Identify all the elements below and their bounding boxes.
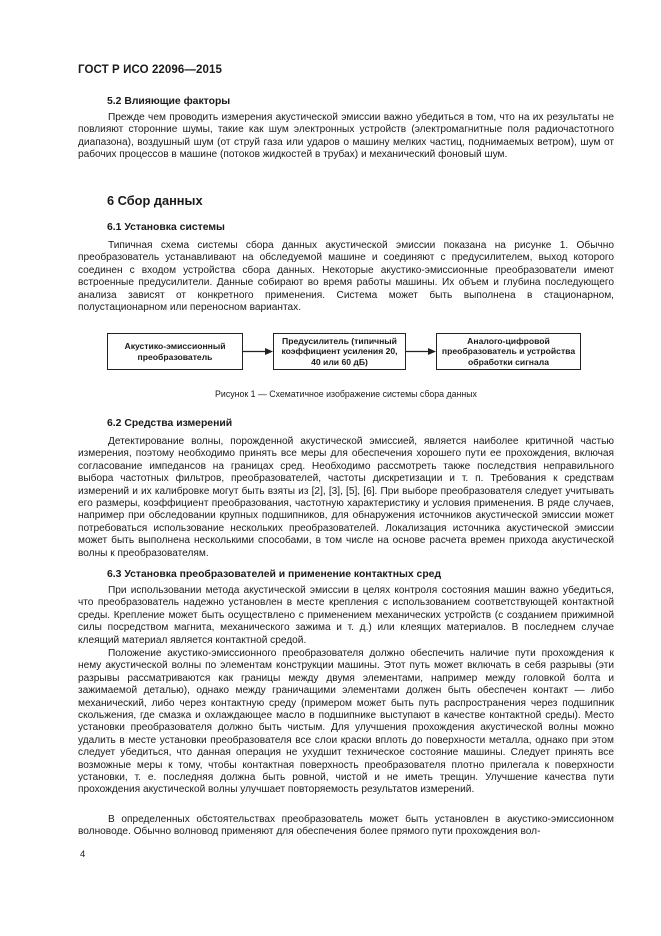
- section-6-3-text-2: Положение акустико-эмиссионного преобразователя должно обеспечить наличие пути прохождения к нему акустической волны по элементам конструкции машины. Этот путь может включать в себя разрывы (эти разрывы рассматриваются как границы между двумя элементами, например между головкой болта и зажимаемой деталью), однако между граничащими элементами должен быть обеспечен контакт — либо механический, либо через контактную среду (примером может быть путь распространения через подшипник скольжения, где смазка и охлаждающее масло в подшипнике выступают в качестве контактной среды). Место установки преобразователя должно быть чистым. Для улучшения прохождения акустической волны можно удалить в месте установки преобразователя все слои краски вплоть до поверхности металла, однако при этом следует убедиться, что данная операция не ухудшит техническое состояние машины. Следует принять все возможные меры к тому, чтобы контактная поверхность преобразователя плотно прилегала к поверхности установки, т. е. последняя должна быть ровной, чистой и не иметь трещин. Улучшение качества пути прохождения акустической волны улучшает повторяемость результатов измерений.: [78, 648, 614, 796]
- section-6-2-text: Детектирование волны, порожденной акустической эмиссией, является наиболее критичной частью измерения, поэтому необходимо принять все меры для обеспечения хорошего пути ее прохождения, включая согласование импедансов на границах сред. Необходимо рассмотреть также последствия неправильного выбора частотных фильтров, преобразователей, частоты дискретизации и т. п. Требования к средствам измерений и их калибровке могут быть взяты из [2], [3], [5], [6]. При выборе преобразователя следует учитывать его размеры, коэффициент преобразования, частотную характеристику и условия применения. В ряде случаев, например при обследовании крупных подшипников, для обнаружения источников акустической эмиссии может потребоваться использование нескольких преобразователей. Локализация источника акустической эмиссии может быть выполнена несколькими способами, в том числе на основе расчета времен прихода акустической волны к преобразователям.: [78, 436, 614, 559]
- section-6-3-text-3: В определенных обстоятельствах преобразователь может быть установлен в акустико-эмиссионном волноводе. Обычно волновод применяют для обеспечения более прямого пути прохождения вол-: [78, 814, 614, 838]
- diagram-box-preamplifier: Предусилитель (типичный коэффициент усиления 20, 40 или 60 дБ): [273, 333, 406, 370]
- section-5-2-text: Прежде чем проводить измерения акустической эмиссии важно убедиться в том, что на их результаты не повлияют сторонние шумы, такие как шум электронных устройств (электромагнитные поля радиочастотного диапазона), воздушный шум (от струй газа или ударов о машину мелких частиц, поднимаемых ветром), шум от рабочих процессов в машине (потоков жидкостей в трубах) и механический фоновый шум.: [78, 112, 614, 161]
- section-6-2-title: 6.2 Средства измерений: [107, 418, 233, 429]
- document-header: ГОСТ Р ИСО 22096—2015: [78, 64, 223, 76]
- diagram-box-transducer: Акустико-эмиссионный преобразователь: [107, 333, 243, 370]
- figure-1-caption: Рисунок 1 — Схематичное изображение системы сбора данных: [215, 389, 477, 399]
- section-6-title: 6 Сбор данных: [107, 193, 203, 208]
- arrow-transducer-to-preamplifier: [243, 348, 273, 355]
- diagram-box-adc: Аналого-цифровой преобразователь и устройства обработки сигнала: [436, 333, 581, 370]
- section-5-2-title: 5.2 Влияющие факторы: [107, 96, 231, 107]
- section-6-3-title: 6.3 Установка преобразователей и применение контактных сред: [107, 569, 442, 580]
- section-6-3-text-1: При использовании метода акустической эмиссии в целях контроля состояния машин важно убедиться, что преобразователь надежно установлен в месте крепления с использованием соответствующей контактной среды. Крепление может быть осуществлено с применением механических устройств (с созданием прижимной силы посредством магнита, механического зажима и т. д.) или клеящих материалов. В последнем случае клеящий материал является контактной средой.: [78, 585, 614, 646]
- section-6-1-title: 6.1 Установка системы: [107, 222, 225, 233]
- arrow-preamplifier-to-adc: [406, 348, 436, 355]
- section-6-1-text: Типичная схема системы сбора данных акустической эмиссии показана на рисунке 1. Обычно преобразователь устанавливают на обследуемой машине и соединяют с предусилителем, выход которого соединен с входом устройства сбора данных. Некоторые акустико-эмиссионные преобразователи имеют встроенные предусилители. Данные собирают во время работы машины. Их объем и глубина последующего анализа зависят от конкретного применения. Система может быть выполнена в стационарном, полустационарном или переносном вариантах.: [78, 240, 614, 314]
- page-number: 4: [80, 849, 86, 860]
